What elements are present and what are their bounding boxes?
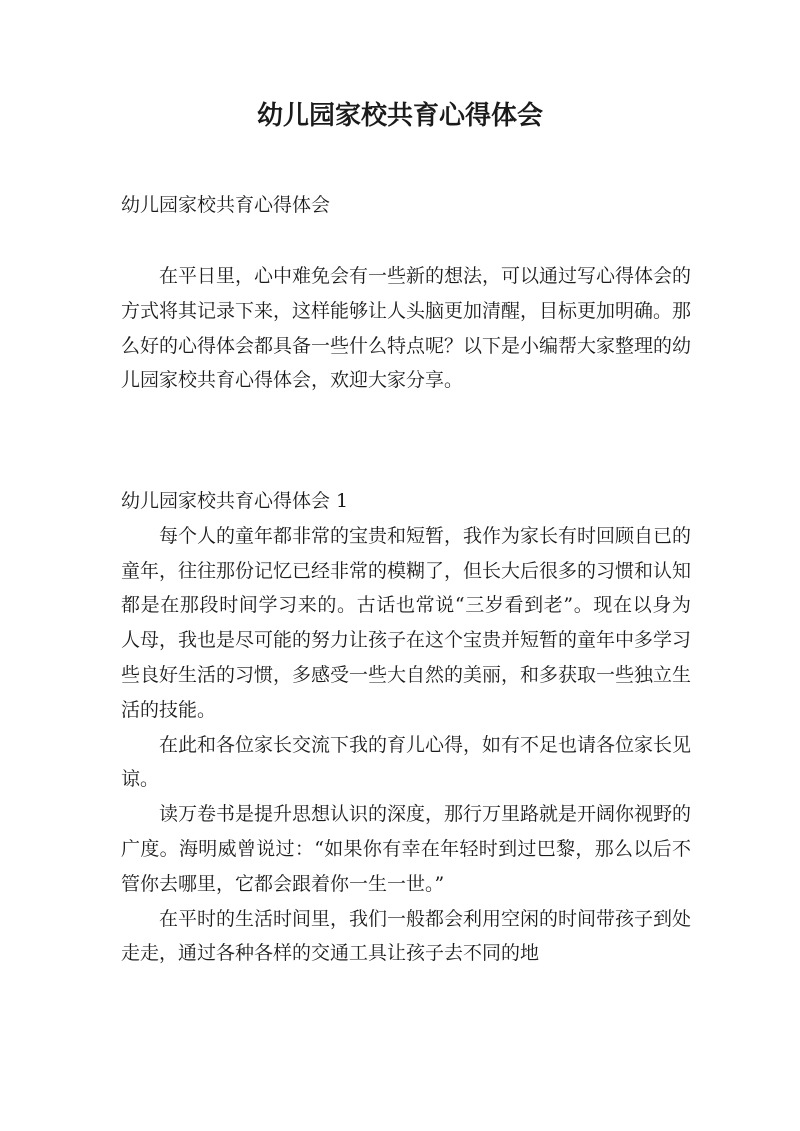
intro-paragraph: 在平日里，心中难免会有一些新的想法，可以通过写心得体会的方式将其记录下来，这样能够让人头脑更加清醒，目标更加明确。那么好的心得体会都具备一些什么特点呢？以下是小编帮大家整理的幼儿园家校共育心得体会，欢迎大家分享。 — [121, 265, 692, 392]
section-1-heading: 幼儿园家校共育心得体会 1 — [121, 490, 349, 512]
section-1-paragraph: 读万卷书是提升思想认识的深度，那行万里路就是开阔你视野的广度。海明威曾说过：“如果你有幸在年轻时到过巴黎，那么以后不管你去哪里，它都会跟着你一生一世。” — [121, 803, 692, 895]
intro-block — [121, 259, 691, 398]
section-1-paragraph: 在平时的生活时间里，我们一般都会利用空闲的时间带孩子到处走走，通过各种各样的交通工具让孩子去不同的地 — [121, 907, 692, 965]
section-1-paragraph: 每个人的童年都非常的宝贵和短暂，我作为家长有时回顾自已的童年，往往那份记忆已经非常的模糊了，但长大后很多的习惯和认知都是在那段时间学习来的。古话也常说“三岁看到老”。现在以身为人母，我也是尽可能的努力让孩子在这个宝贵并短暂的童年中多学习些良好生活的习惯，多感受一些大自然的美丽，和多获取一些独立生活的技能。 — [121, 524, 692, 721]
section-1-paragraph: 在此和各位家长交流下我的育儿心得，如有不足也请各位家长见谅。 — [121, 733, 692, 791]
document-title: 幼儿园家校共育心得体会 — [256, 101, 543, 131]
section-1 — [121, 484, 691, 971]
document-subtitle: 幼儿园家校共育心得体会 — [121, 194, 331, 216]
